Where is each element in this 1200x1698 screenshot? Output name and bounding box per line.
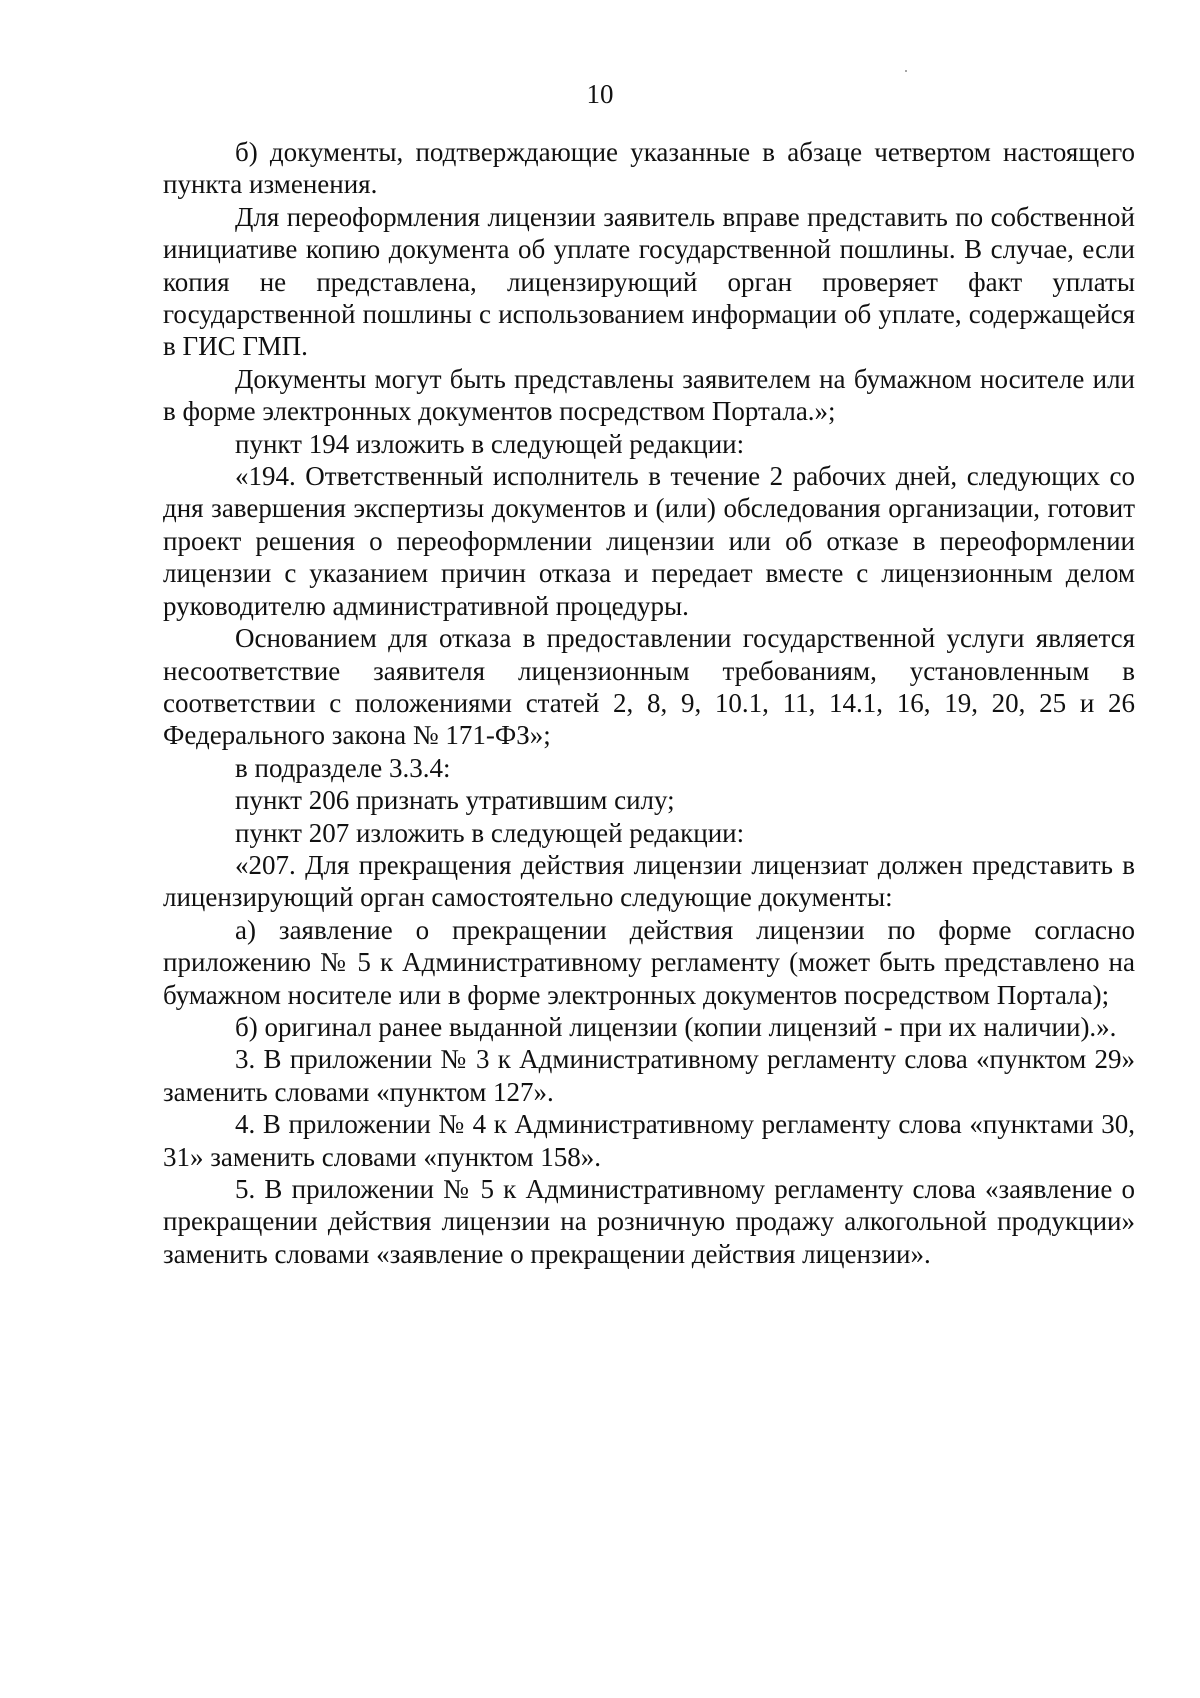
paragraph-b-documents: б) документы, подтверждающие указанные в абзаце четвертом настоящего пункта изменения.	[163, 137, 1135, 200]
paragraph-3-appendix-3: 3. В приложении № 3 к Административному регламенту слова «пунктом 29» заменить словами «пунктом 127».	[163, 1044, 1135, 1107]
document-body	[163, 136, 1135, 1270]
paragraph-5-appendix-5: 5. В приложении № 5 к Административному регламенту слова «заявление о прекращении действия лицензии на розничную продажу алкогольной продукции» заменить словами «заявление о прекращении действия лицензии».	[163, 1174, 1135, 1269]
paragraph-item-194-intro: пункт 194 изложить в следующей редакции:	[235, 428, 745, 459]
paragraph-b-original: б) оригинал ранее выданной лицензии (копии лицензий - при их наличии).».	[235, 1011, 1117, 1042]
paragraph-documents-portal: Документы могут быть представлены заявителем на бумажном носителе или в форме электронных документов посредством Портала.»;	[163, 363, 1135, 427]
paragraph-item-207-intro: пункт 207 изложить в следующей редакции:	[235, 817, 745, 848]
paragraph-refusal-grounds: Основанием для отказа в предоставлении государственной услуги является несоответствие заявителя лицензионным требованиям, установленным в соответствии с положениями статей 2, 8, 9, 10.1, 11, 14.1, 16, 19, 20, 25 и 26 Федерального закона № 171-ФЗ»;	[163, 623, 1135, 751]
paragraph-item-194: «194. Ответственный исполнитель в течение 2 рабочих дней, следующих со дня завершения экспертизы документов и (или) обследования организации, готовит проект решения о переоформлении лицензии или об отказе в переоформлении лицензии с указанием причин отказа и передает вместе с лицензионным делом руководителю административной процедуры.	[163, 461, 1135, 621]
paragraph-subsection-334: в подразделе 3.3.4:	[235, 752, 451, 783]
page-number: 10	[586, 79, 614, 109]
scan-artifact-dot	[905, 70, 907, 72]
paragraph-reissue-fee: Для переоформления лицензии заявитель вправе представить по собственной инициативе копию документа об уплате государственной пошлины. В случае, если копия не представлена, лицензирующий орган проверяет факт уплаты государственной пошлины с использованием информации об уплате, содержащейся в ГИС ГМП.	[163, 201, 1135, 362]
paragraph-4-appendix-4: 4. В приложении № 4 к Административному регламенту слова «пунктами 30, 31» заменить словами «пунктом 158».	[163, 1109, 1135, 1172]
paragraph-a-application: а) заявление о прекращении действия лицензии по форме согласно приложению № 5 к Административному регламенту (может быть представлено на бумажном носителе или в форме электронных документов посредством Портала);	[163, 914, 1135, 1010]
paragraph-item-207: «207. Для прекращения действия лицензии лицензиат должен представить в лицензирующий орган самостоятельно следующие документы:	[163, 849, 1135, 913]
paragraph-item-206: пункт 206 признать утратившим силу;	[235, 785, 675, 816]
